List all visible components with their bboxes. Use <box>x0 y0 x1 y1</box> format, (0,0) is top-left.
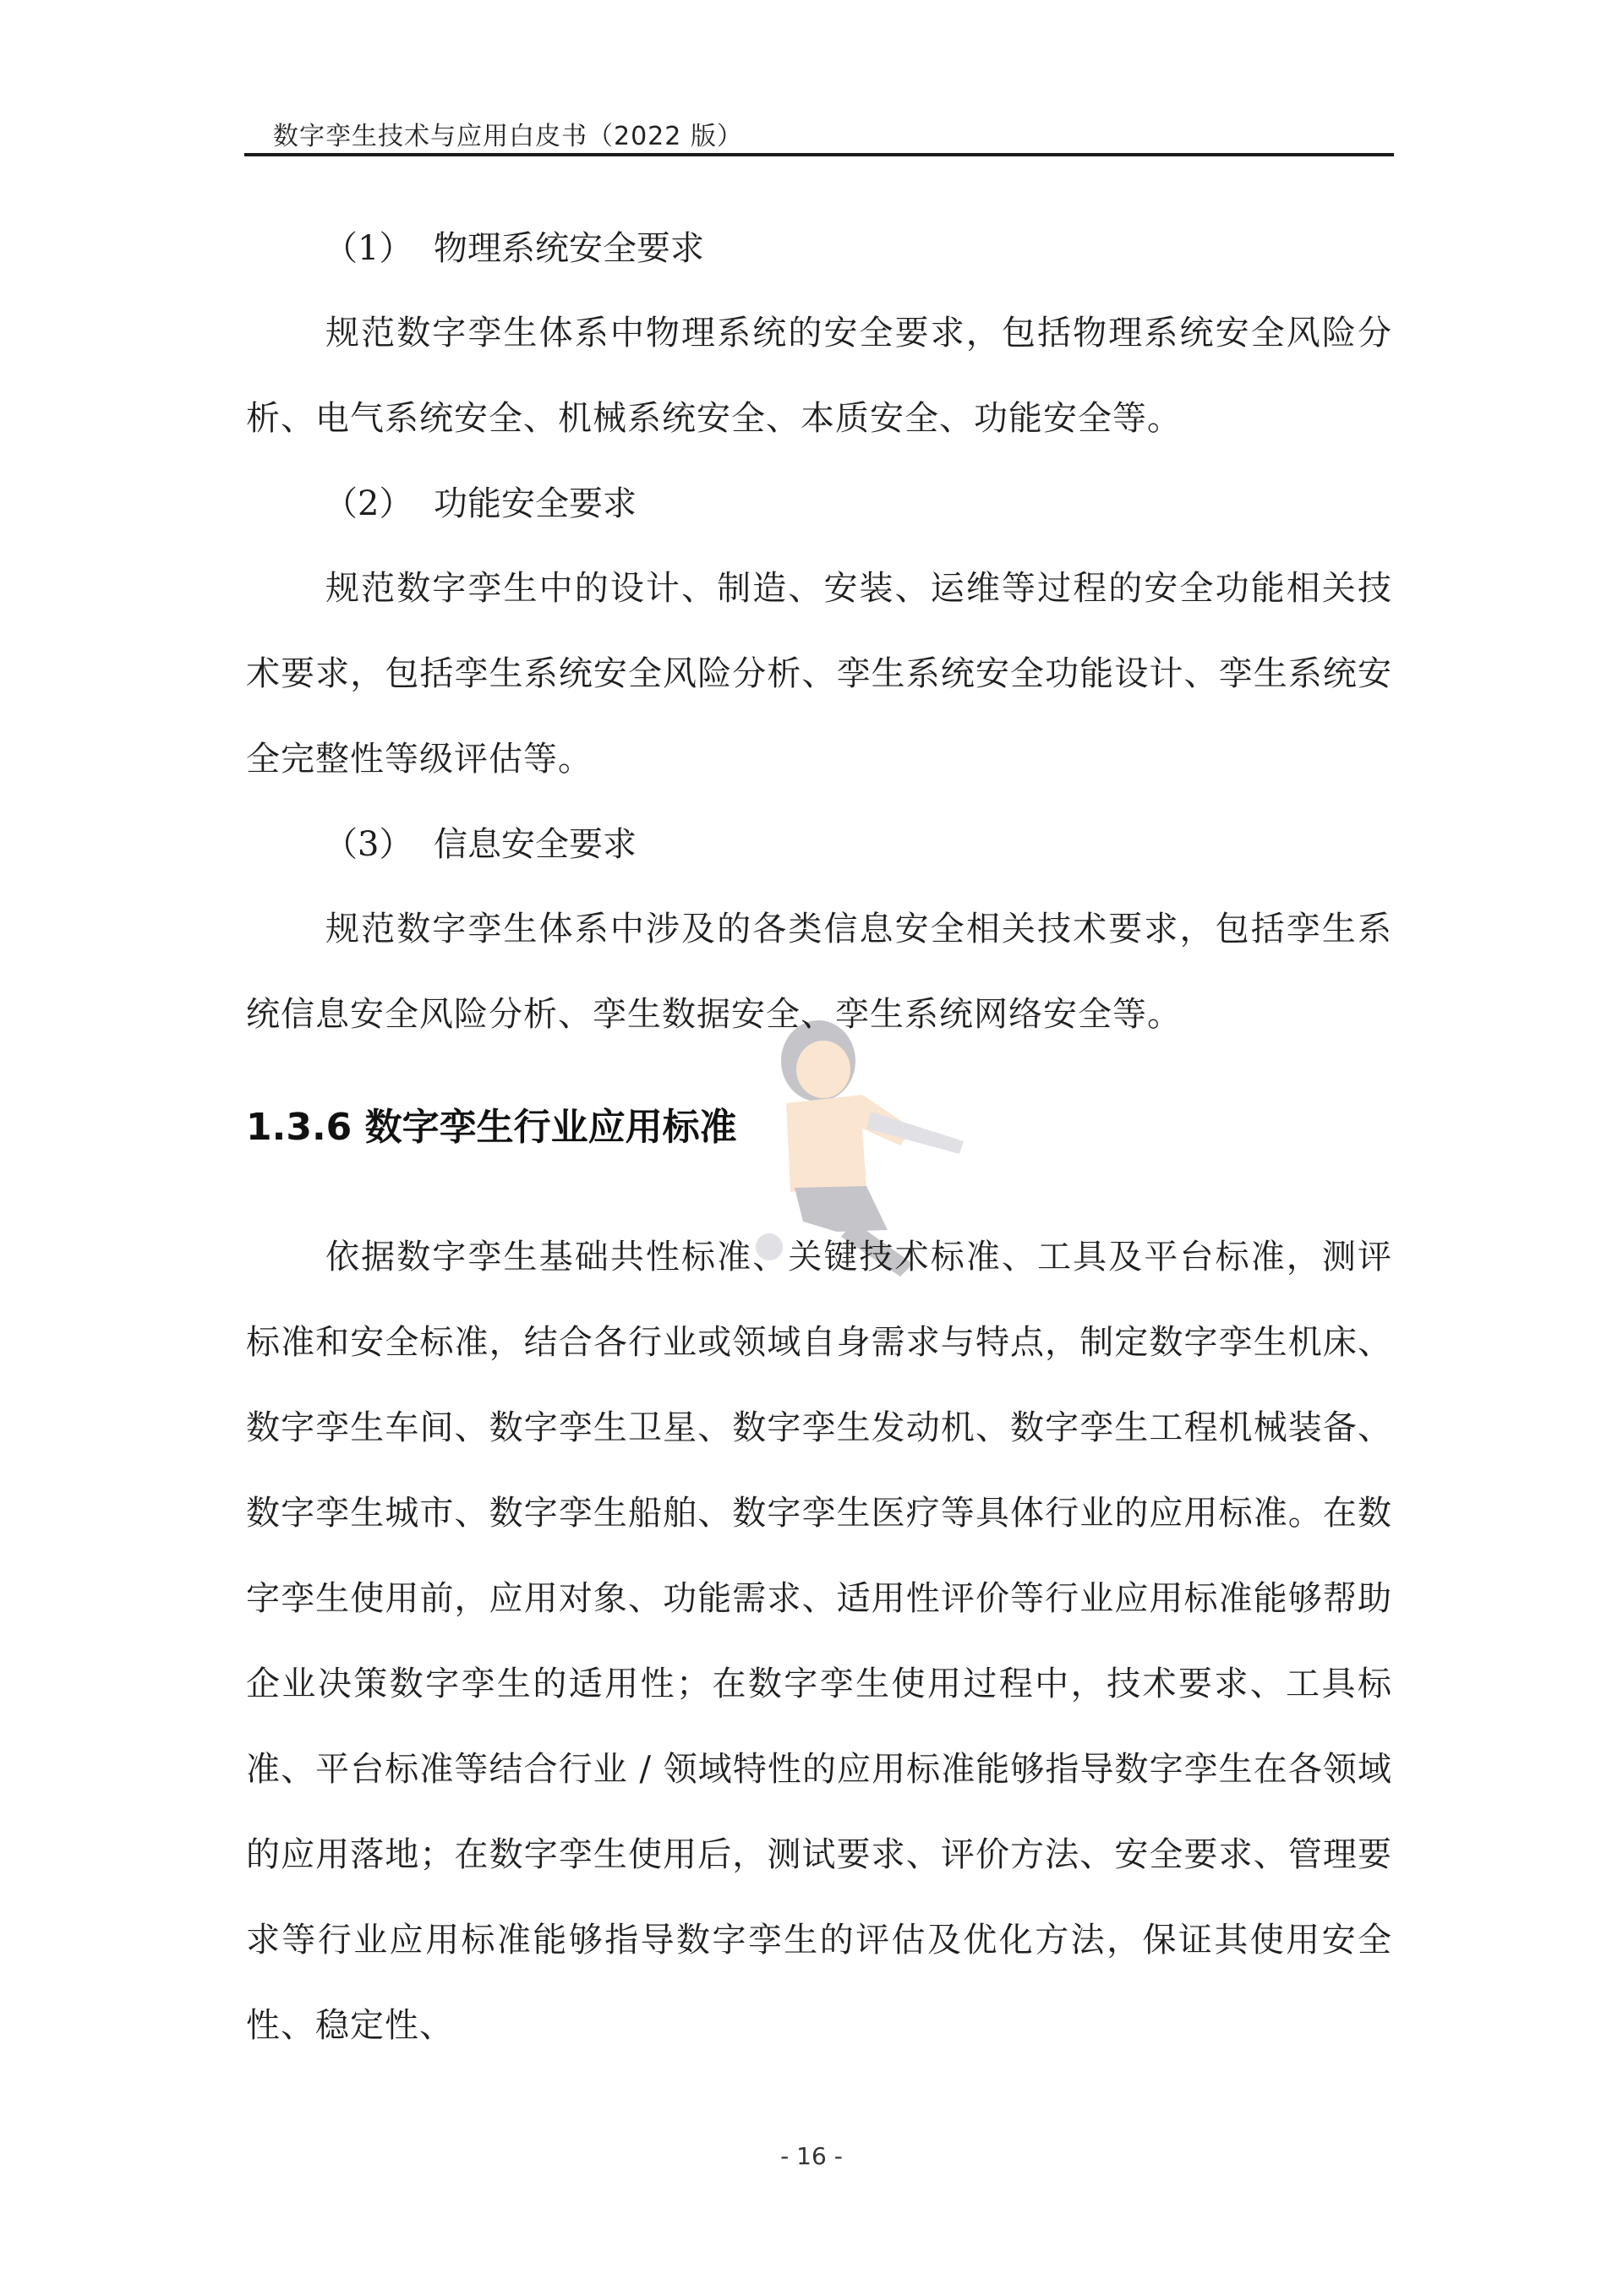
subsection-2-heading <box>246 462 1392 546</box>
running-header: 数字孪生技术与应用白皮书（2022 版） <box>273 122 743 151</box>
subsection-3-paragraph: 规范数字孪生体系中涉及的各类信息安全相关技术要求，包括孪生系统信息安全风险分析、孪生数据安全、孪生系统网络安全等。 <box>246 910 1392 1034</box>
subsection-1-number: （1） <box>324 229 413 268</box>
subsection-3-title: 信息安全要求 <box>434 825 637 864</box>
subsection-1-title: 物理系统安全要求 <box>434 229 704 268</box>
section-paragraph: 依据数字孪生基础共性标准、关键技术标准、工具及平台标准，测评标准和安全标准，结合各行业或领域自身需求与特点，制定数字孪生机床、数字孪生车间、数字孪生卫星、数字孪生发动机、数字孪生工程机械装备、数字孪生城市、数字孪生船舶、数字孪生医疗等具体行业的应用标准。在数字孪生使用前，应用对象、功能需求、适用性评价等行业应用标准能够帮助企业决策数字孪生的适用性；在数字孪生使用过程中，技术要求、工具标准、平台标准等结合行业 / 领域特性的应用标准能够指导数字孪生在各领域的应用落地；在数字孪生使用后，测试要求、评价方法、安全要求、管理要求等行业应用标准能够指导数字孪生的评估及优化方法，保证其使用安全性、稳定性、 <box>246 1238 1392 2045</box>
section-heading: 1.3.6 数字孪生行业应用标准 <box>246 1106 737 1149</box>
header-rule <box>244 153 1394 156</box>
subsection-2-paragraph: 规范数字孪生中的设计、制造、安装、运维等过程的安全功能相关技术要求，包括孪生系统安全风险分析、孪生系统安全功能设计、孪生系统安全完整性等级评估等。 <box>246 569 1392 779</box>
page-content <box>246 206 1392 2069</box>
page-number: - 16 - <box>780 2142 843 2170</box>
subsection-1-heading <box>246 206 1392 291</box>
subsection-1-paragraph: 规范数字孪生体系中物理系统的安全要求，包括物理系统安全风险分析、电气系统安全、机械系统安全、本质安全、功能安全等。 <box>246 314 1392 438</box>
subsection-3-heading <box>246 802 1392 887</box>
subsection-3-number: （3） <box>324 825 413 864</box>
subsection-2-title: 功能安全要求 <box>434 484 637 523</box>
subsection-2-number: （2） <box>324 484 413 523</box>
